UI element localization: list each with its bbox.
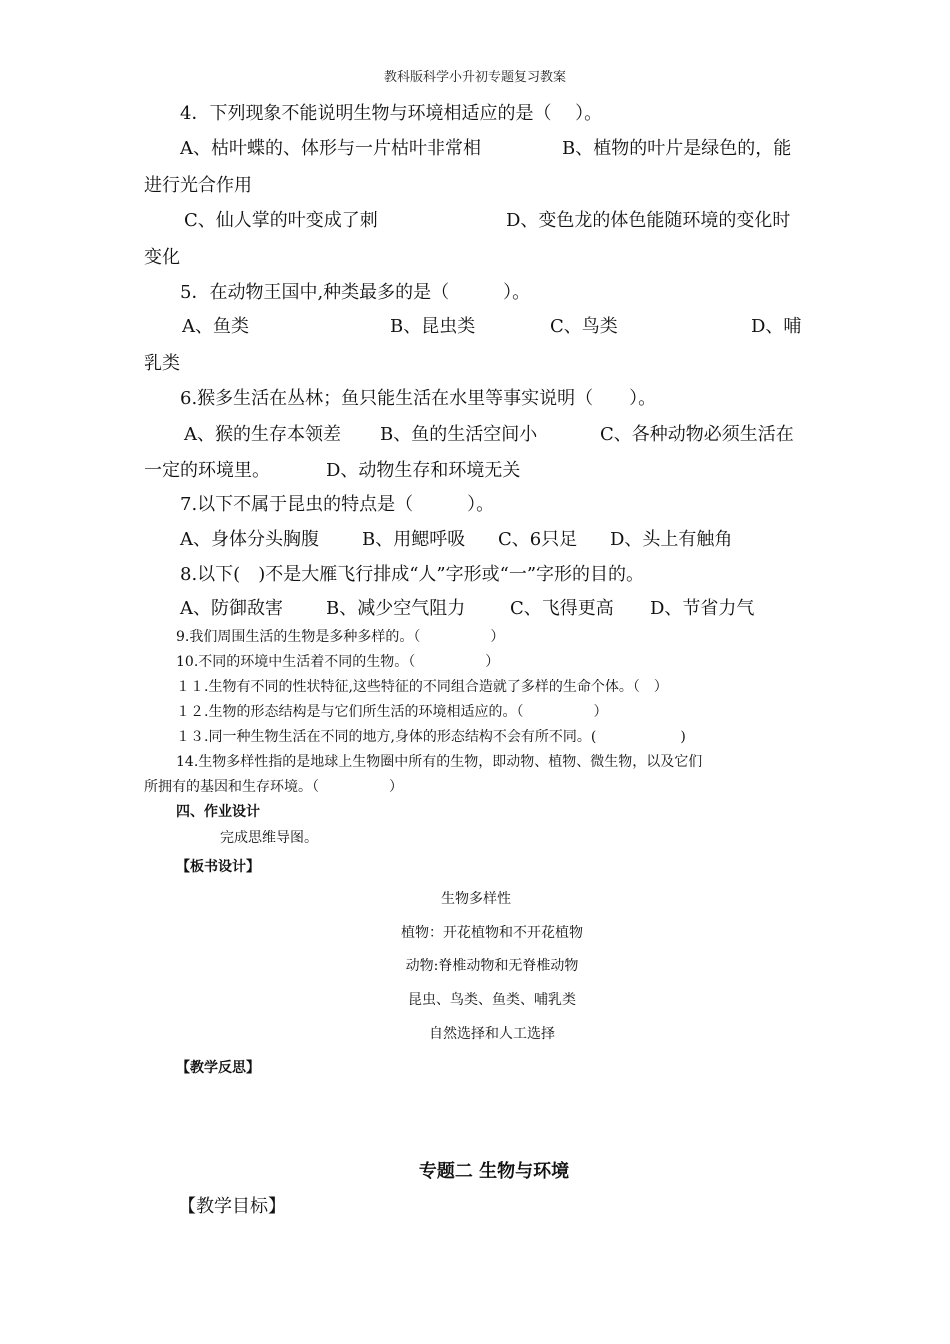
q8-option-d: D、节省力气: [650, 598, 755, 619]
q8-option-a: A、防御敌害: [180, 598, 283, 619]
q4-option-c: C、仙人掌的叶变成了刺: [184, 210, 378, 231]
judgment-10: 10.不同的环境中生活着不同的生物。（ ）: [176, 654, 500, 670]
judgment-14-cont: 所拥有的基因和生存环境。（ ）: [144, 779, 403, 795]
homework-text: 完成思维导图。: [220, 830, 318, 846]
judgment-11: １１.生物有不同的性状特征,这些特征的不同组合造就了多样的生命个体。（ ）: [176, 679, 668, 695]
reflection-heading: 【教学反思】: [176, 1060, 260, 1076]
judgment-14: 14.生物多样性指的是地球上生物圈中所有的生物，即动物、植物、微生物，以及它们: [176, 754, 703, 770]
question-8-stem: 8.以下( )不是大雁飞行排成“人”字形或“一”字形的目的。: [180, 564, 645, 585]
q6-option-b: B、鱼的生活空间小: [380, 424, 538, 445]
page-header: 教科版科学小升初专题复习教案: [383, 70, 566, 85]
q6-option-a: A、猴的生存本领差: [184, 424, 341, 445]
q4-option-d-cont: 变化: [144, 247, 180, 268]
q6-option-c: C、各种动物必须生活在: [600, 424, 794, 445]
judgment-9: 9.我们周围生活的生物是多种多样的。（ ）: [176, 629, 505, 645]
q8-option-c: C、飞得更高: [510, 598, 614, 619]
q7-option-d: D、头上有触角: [610, 529, 733, 550]
q5-option-d-cont: 乳类: [144, 353, 180, 374]
q4-option-b: B、植物的叶片是绿色的，能: [562, 138, 792, 159]
q4-option-a: A、枯叶蝶的、体形与一片枯叶非常相: [180, 138, 481, 159]
topic-title: 专题二 生物与环境: [418, 1161, 570, 1182]
board-line-4: 昆虫、鸟类、鱼类、哺乳类: [408, 992, 576, 1008]
q7-option-a: A、身体分头胸腹: [180, 529, 319, 550]
goals-heading: 【教学目标】: [178, 1196, 286, 1217]
judgment-12: １２.生物的形态结构是与它们所生活的环境相适应的。（ ）: [176, 704, 608, 720]
q6-option-c-cont: 一定的环境里。: [144, 460, 270, 481]
judgment-13: １３.同一种生物生活在不同的地方,身体的形态结构不会有所不同。( ): [176, 729, 686, 745]
q8-option-b: B、减少空气阻力: [326, 598, 466, 619]
q4-option-b-cont: 进行光合作用: [144, 175, 252, 196]
q4-option-d: D、变色龙的体色能随环境的变化时: [506, 210, 791, 231]
board-line-3: 动物:脊椎动物和无脊椎动物: [405, 958, 579, 974]
q5-option-c: C、鸟类: [550, 316, 618, 337]
question-6-stem: 6.猴多生活在丛林；鱼只能生活在水里等事实说明（ ）。: [180, 388, 657, 409]
q5-option-d: D、哺: [751, 316, 802, 337]
q5-option-b: B、昆虫类: [390, 316, 476, 337]
q5-option-a: A、鱼类: [182, 316, 249, 337]
question-5-stem: 5．在动物王国中,种类最多的是（ ）。: [180, 282, 531, 303]
homework-heading: 四、作业设计: [176, 804, 260, 820]
board-line-1: 生物多样性: [441, 891, 511, 907]
q7-option-b: B、用鳃呼吸: [362, 529, 466, 550]
board-line-5: 自然选择和人工选择: [429, 1026, 555, 1042]
question-7-stem: 7.以下不属于昆虫的特点是（ ）。: [180, 494, 495, 515]
q6-option-d: D、动物生存和环境无关: [326, 460, 521, 481]
q7-option-c: C、6只足: [498, 529, 578, 550]
question-4-stem: 4．下列现象不能说明生物与环境相适应的是（ ）。: [180, 103, 603, 124]
board-line-2: 植物：开花植物和不开花植物: [401, 925, 583, 941]
board-heading: 【板书设计】: [176, 859, 260, 875]
